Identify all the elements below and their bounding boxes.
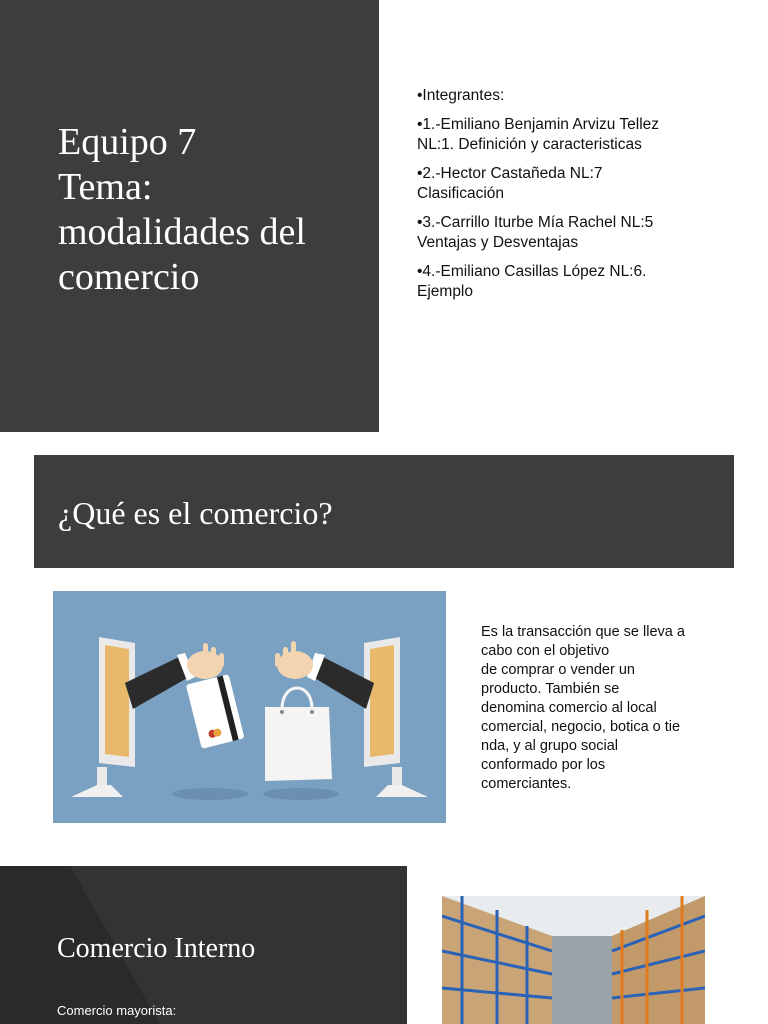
section-header-bar bbox=[34, 455, 734, 568]
list-item bbox=[417, 115, 747, 155]
list-item bbox=[417, 213, 747, 253]
paragraph-line: Es la transacción que se lleva a bbox=[481, 624, 685, 640]
paragraph-line: conformado por los bbox=[481, 757, 606, 773]
list-item bbox=[417, 262, 747, 302]
members-list bbox=[417, 86, 747, 311]
list-item-line: •1.-Emiliano Benjamin Arvizu Tellez bbox=[417, 116, 660, 133]
title-line: modalidades del bbox=[58, 211, 306, 253]
list-item bbox=[417, 164, 747, 204]
list-item-line: •2.-Hector Castañeda NL:7 bbox=[417, 165, 603, 182]
definition-paragraph bbox=[481, 623, 721, 794]
section-subheading: Comercio mayorista: bbox=[57, 1003, 177, 1018]
section-heading: ¿Qué es el comercio? bbox=[58, 495, 333, 531]
list-item-line: Ventajas y Desventajas bbox=[417, 234, 579, 251]
title-line: comercio bbox=[58, 256, 200, 298]
paragraph-line: producto. También se bbox=[481, 681, 620, 697]
online-shopping-illustration bbox=[53, 591, 446, 823]
paragraph-line: de comprar o vender un bbox=[481, 662, 635, 678]
section-panel bbox=[0, 866, 407, 1024]
paragraph-line: comerciantes. bbox=[481, 776, 572, 792]
list-item-line: Clasificación bbox=[417, 185, 505, 202]
paragraph-line: nda, y al grupo social bbox=[481, 738, 619, 754]
title-line: Tema: bbox=[58, 166, 153, 208]
slide-title bbox=[58, 120, 358, 300]
paragraph-line: denomina comercio al local bbox=[481, 700, 657, 716]
list-item-line: •Integrantes: bbox=[417, 87, 505, 104]
list-item-line: Ejemplo bbox=[417, 283, 473, 300]
members-heading bbox=[417, 86, 747, 106]
list-item-line: •3.-Carrillo Iturbe Mía Rachel NL:5 bbox=[417, 214, 654, 231]
section-heading: Comercio Interno bbox=[57, 933, 256, 964]
list-item-line: NL:1. Definición y caracteristicas bbox=[417, 136, 642, 153]
list-item-line: •4.-Emiliano Casillas López NL:6. bbox=[417, 263, 647, 280]
paragraph-line: comercial, negocio, botica o tie bbox=[481, 719, 681, 735]
paragraph-line: cabo con el objetivo bbox=[481, 643, 610, 659]
title-line: Equipo 7 bbox=[58, 121, 197, 163]
warehouse-photo bbox=[442, 896, 705, 1024]
title-slide-panel bbox=[0, 0, 379, 432]
